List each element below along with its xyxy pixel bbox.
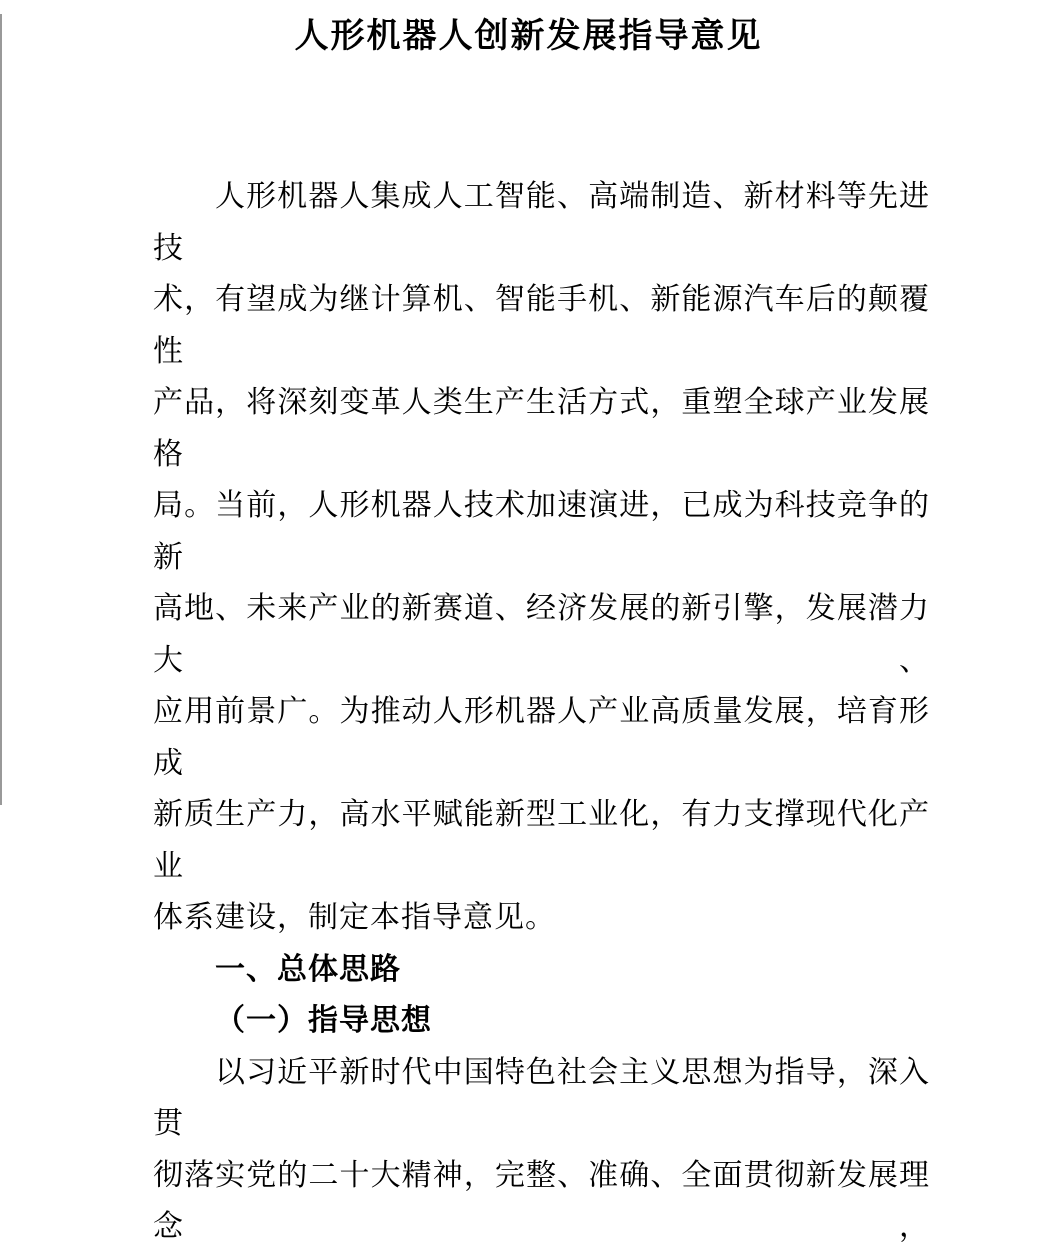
paragraph-2: [153, 1047, 930, 1253]
body-line: 应用前景广。为推动人形机器人产业高质量发展，培育形成: [153, 695, 930, 780]
body-line: 彻落实党的二十大精神，完整、准确、全面贯彻新发展理念，: [153, 1158, 930, 1243]
body-line: 高地、未来产业的新赛道、经济发展的新引擎，发展潜力大、: [153, 592, 930, 677]
body-line: 术，有望成为继计算机、智能手机、新能源汽车后的颠覆性: [153, 283, 930, 368]
body-line: 人形机器人集成人工智能、高端制造、新材料等先进技: [153, 180, 930, 265]
body-line: 体系建设，制定本指导意见。: [153, 901, 556, 934]
body-line: 新质生产力，高水平赋能新型工业化，有力支撑现代化产业: [153, 798, 930, 883]
paragraph-1: [153, 171, 930, 944]
subsection-heading: （一）指导思想: [215, 1004, 432, 1037]
body-line: 局。当前，人形机器人技术加速演进，已成为科技竞争的新: [153, 489, 930, 574]
body-line: 产品，将深刻变革人类生产生活方式，重塑全球产业发展格: [153, 386, 930, 471]
section-heading: 一、总体思路: [215, 952, 401, 986]
document-body: [2, 171, 1055, 1253]
document-title: 人形机器人创新发展指导意见: [294, 18, 763, 55]
body-line: 以习近平新时代中国特色社会主义思想为指导，深入贯: [153, 1055, 930, 1140]
document-page: [0, 14, 1055, 1243]
